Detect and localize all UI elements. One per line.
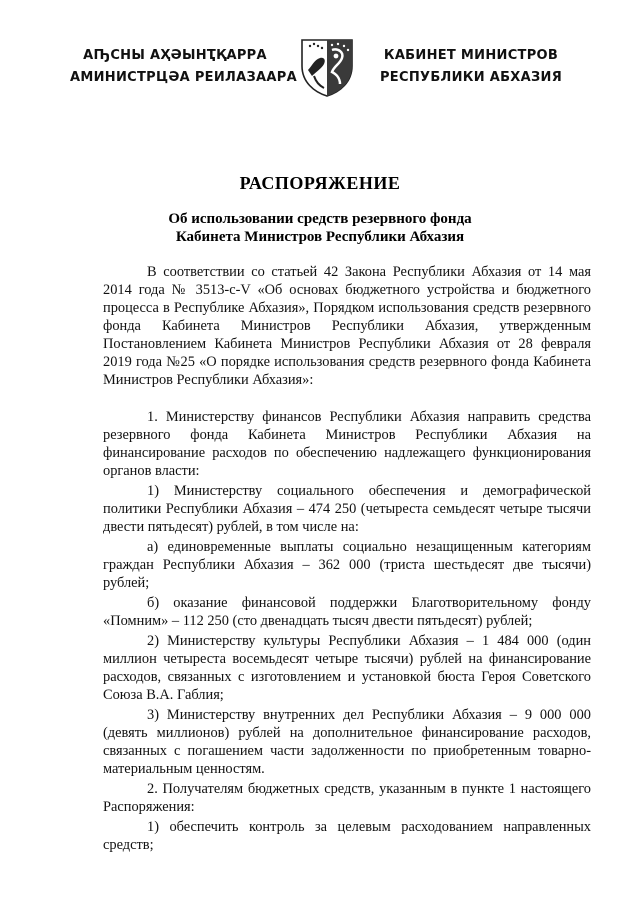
header-abkhaz-title [70, 45, 297, 89]
paragraph-item-1-2: 2) Министерству культуры Республики Абхазия – 1 484 000 (один миллион четыреста восемьдесят четыре тысячи) рублей на финансирование расходов, связанных с изготовлением и установкой бюста Героя Советского Союза В.А. Габлия; [103, 633, 591, 703]
header-russian-title [366, 45, 576, 89]
paragraph-item-1: 1. Министерству финансов Республики Абхазия направить средства резервного фонда Кабинета Министров Республики Абхазия на финансирование расходов по обеспечению надлежащего функционирования органов власти: [103, 409, 591, 479]
paragraph-item-2-1: 1) обеспечить контроль за целевым расходованием направленных средств; [103, 819, 591, 853]
paragraph-item-2: 2. Получателям бюджетных средств, указанным в пункте 1 настоящего Распоряжения: [103, 781, 591, 815]
header-right-line2: РЕСПУБЛИКИ АБХАЗИЯ [379, 70, 563, 85]
header-left-line1: АҦСНЫ АҲӘЫНҬҚАРРА [83, 48, 267, 63]
paragraph-item-1-1: 1) Министерству социального обеспечения и демографической политики Республики Абхазия – 474 250 (четыреста семьдесят четыре тысячи двести пятьдесят) рублей, в том числе на: [103, 483, 591, 535]
document-body [103, 263, 591, 854]
document-title: РАСПОРЯЖЕНИЕ [239, 173, 401, 193]
header-right-line1: КАБИНЕТ МИНИСТРОВ [383, 48, 559, 63]
paragraph-item-1-3: 3) Министерству внутренних дел Республики Абхазия – 9 000 000 (девять миллионов) рублей на дополнительное финансирование расходов, связанных с погашением части задолженности по приобретенным товарно-материальным ценностям. [103, 707, 591, 777]
coat-of-arms-abkhazia-icon [296, 36, 358, 98]
paragraph-item-1-1-a: а) единовременные выплаты социально незащищенным категориям граждан Республики Абхазия – 362 000 (триста шестьдесят две тысячи) рублей; [103, 539, 591, 591]
document-subtitle-line2: Кабинета Министров Республики Абхазия [175, 229, 465, 245]
document-subtitle [0, 210, 640, 246]
header-left-line2: АМИНИСТРЦӘА РЕИЛАЗААРА [70, 70, 297, 85]
document-subtitle-line1: Об использовании средств резервного фонда [168, 211, 472, 227]
paragraph-preamble: В соответствии со статьей 42 Закона Республики Абхазия от 14 мая 2014 года № 3513-с-V «Об основах бюджетного устройства и бюджетного процесса в Республике Абхазия», Порядком использования средств резервного фонда Кабинета Министров Республики Абхазия, утвержденным Постановлением Кабинета Министров Республики Абхазия от 28 февраля 2019 года №25 «О порядке использования средств резервного фонда Кабинета Министров Республики Абхазия»: [103, 264, 591, 388]
paragraph-item-1-1-b: б) оказание финансовой поддержки Благотворительному фонду «Помним» – 112 250 (сто двенадцать тысяч двести пятьдесят) рублей; [103, 595, 591, 629]
